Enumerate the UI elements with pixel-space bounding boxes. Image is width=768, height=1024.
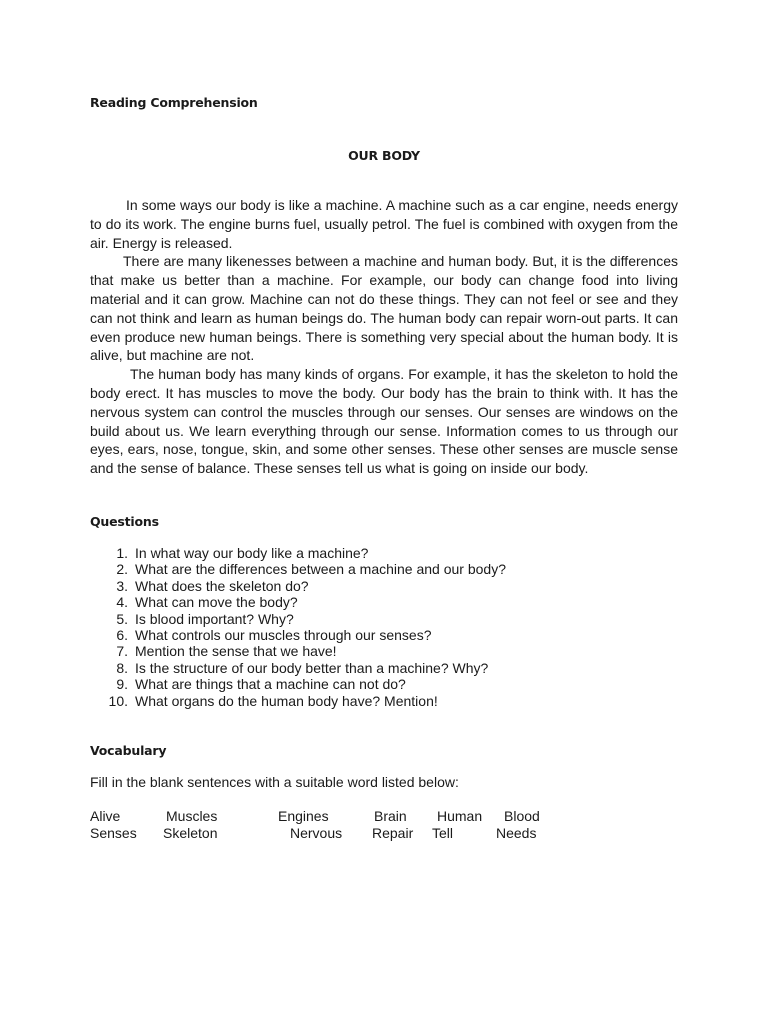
question-text: What are things that a machine can not do? [135,676,406,693]
question-item [90,676,678,692]
story-paragraph: There are many likenesses between a machine and human body. But, it is the differences that make us better than a machine. For example, our body can change food into living material and it can grow. Machine can not do these things. They can not feel or see and they can not think and learn as human beings do. The human body can repair worn-out parts. It can even produce new human beings. There is something very special about the human body. It is alive, but machine are not. [90,253,678,364]
question-number: 5. [116,610,128,627]
word-bank-word: Skeleton [163,825,218,841]
question-number: 7. [116,643,128,660]
question-item [90,561,678,577]
story-title: OUR BODY [348,148,420,163]
question-number: 6. [116,627,128,644]
word-bank-word: Nervous [290,825,343,841]
question-text: Is blood important? Why? [135,610,294,627]
vocabulary-instruction: Fill in the blank sentences with a suitable word listed below: [90,774,459,790]
word-bank-word: Engines [278,808,329,824]
word-bank-word: Needs [496,825,537,841]
question-item [90,578,678,594]
question-number: 4. [116,594,128,611]
document-label: Reading Comprehension [90,95,258,110]
story-paragraph: In some ways our body is like a machine. A machine such as a car engine, needs energy to do its work. The engine burns fuel, usually petrol. The fuel is combined with oxygen from the air. Energy is released. [90,197,678,251]
question-text: What organs do the human body have? Mention! [135,692,438,709]
question-number: 1. [116,545,128,561]
word-bank-row [90,808,678,826]
questions-heading: Questions [90,514,159,529]
question-text: Mention the sense that we have! [135,643,337,660]
word-bank-row [90,825,678,843]
story-paragraph: The human body has many kinds of organs. For example, it has the skeleton to hold the body erect. It has muscles to move the body. Our body has the brain to think with. It has the nervous system can control the muscles through our senses. Our senses are windows on the build about us. We learn everything through our sense. Information comes to us through our eyes, ears, nose, tongue, skin, and some other senses. These other senses are muscle sense and the sense of balance. These senses tell us what is going on inside our body. [90,366,678,477]
question-text: What controls our muscles through our senses? [135,627,432,644]
question-text: What are the differences between a machine and our body? [135,561,506,578]
question-item [90,660,678,676]
question-number: 10. [108,692,128,709]
question-item [90,611,678,627]
word-bank-word: Blood [504,808,540,824]
question-item [90,627,678,643]
question-text: What can move the body? [135,594,298,611]
questions-list [90,545,678,709]
vocabulary-heading: Vocabulary [90,743,167,758]
document-page [90,0,678,1024]
question-number: 2. [116,561,128,578]
word-bank-word: Alive [90,808,121,824]
word-bank-word: Repair [372,825,414,841]
question-text: In what way our body like a machine? [135,545,369,561]
word-bank-word: Human [437,808,483,824]
word-bank-word: Tell [432,825,454,841]
question-item [90,693,678,709]
story-text [90,196,678,478]
question-item [90,643,678,659]
question-text: What does the skeleton do? [135,577,309,594]
word-bank-word: Muscles [166,808,218,824]
question-number: 8. [116,659,128,676]
question-number: 9. [116,676,128,693]
word-bank-word: Senses [90,825,137,841]
question-item [90,594,678,610]
word-bank-word: Brain [374,808,407,824]
question-number: 3. [116,577,128,594]
question-text: Is the structure of our body better than a machine? Why? [135,659,489,676]
question-item [90,545,678,561]
